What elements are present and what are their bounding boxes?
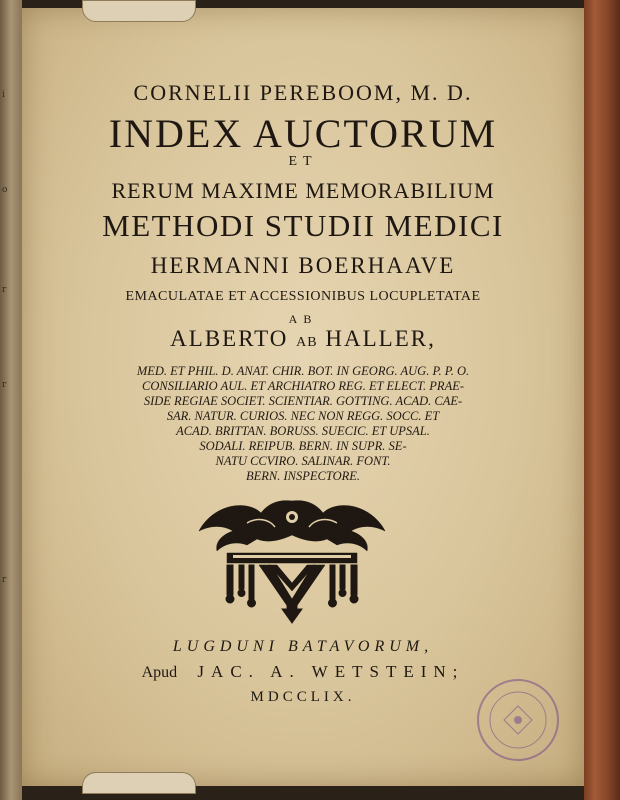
title-page (22, 8, 584, 786)
credential-line: BERN. INSPECTORE. (245, 469, 360, 483)
edition-note: EMACULATAE ET ACCESSIONIBUS LOCUPLETATAE (125, 289, 481, 304)
facing-page-edge: i o r r r (0, 0, 22, 800)
work-title: METHODI STUDII MEDICI (102, 208, 504, 243)
conjunction: ET (288, 154, 318, 169)
printers-ornament-icon (197, 495, 387, 625)
credential-line: MED. ET PHIL. D. ANAT. CHIR. BOT. IN GEORG. AUG. P. P. O. (136, 364, 470, 378)
editor-first-name: ALBERTO (170, 326, 289, 351)
main-title: INDEX AUCTORUM (108, 111, 498, 156)
preposition: AB (288, 312, 318, 326)
top-tab (82, 0, 196, 22)
work-author: HERMANNI BOERHAAVE (150, 253, 456, 278)
credential-line: SIDE REGIAE SOCIET. SCIENTIAR. GOTTING. ACAD. CAE- (143, 394, 463, 408)
credential-line: ACAD. BRITTAN. BORUSS. SUECIC. ET UPSAL. (176, 424, 430, 438)
imprint-printer: JAC. A. WETSTEIN; (197, 662, 465, 681)
editor-name (22, 326, 584, 352)
credential-line: CONSILIARIO AUL. ET ARCHIATRO REG. ET ELECT. PRAE- (142, 379, 464, 393)
editor-credentials (22, 364, 584, 484)
credential-line: SAR. NATUR. CURIOS. NEC NON REGG. SOCC. ET (166, 409, 440, 423)
editor-last-name: HALLER, (325, 326, 436, 351)
imprint-apud: Apud (141, 664, 178, 681)
imprint-year: MDCCLIX. (250, 689, 356, 705)
library-stamp-icon (474, 676, 562, 764)
credential-line: SODALI. REIPUB. BERN. IN SUPR. SE- (199, 439, 407, 453)
author-line: CORNELII PEREBOOM, M. D. (133, 80, 473, 105)
bottom-tab (82, 772, 196, 794)
credential-line: NATU CCVIRO. SALINAR. FONT. (215, 454, 391, 468)
book-edge (584, 0, 620, 800)
editor-particle: AB (296, 335, 318, 350)
subtitle-line: RERUM MAXIME MEMORABILIUM (111, 178, 495, 203)
imprint-place: LUGDUNI BATAVORUM, (172, 638, 434, 655)
